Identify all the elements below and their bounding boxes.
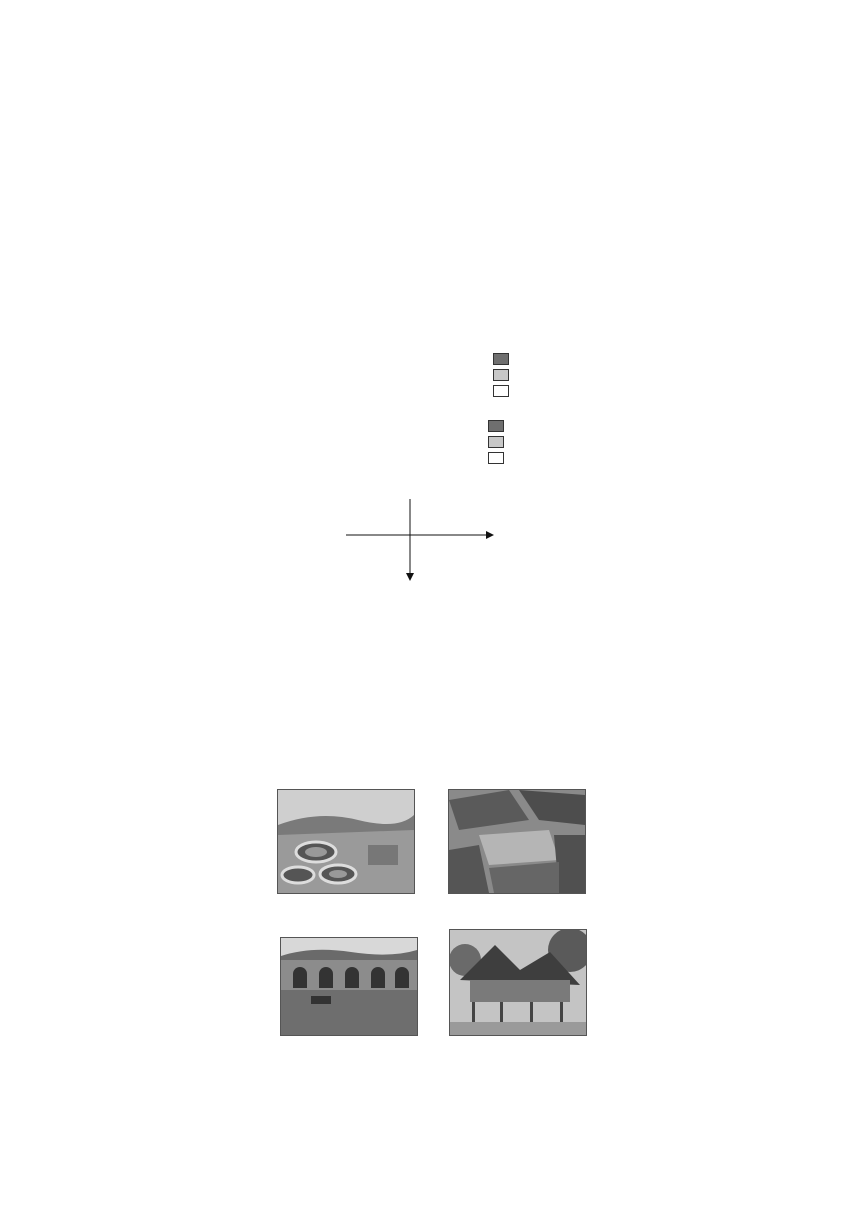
photo-yunnan-zhulou — [449, 929, 587, 1036]
photo-fujian-tulou — [277, 789, 415, 894]
legend-industrial — [493, 383, 514, 397]
tulou-illustration — [278, 790, 414, 893]
yaodong-illustration — [281, 938, 417, 1035]
legend-swatch-light — [488, 436, 504, 448]
legend-swatch-dark — [493, 353, 509, 365]
legend-swatch-light — [493, 369, 509, 381]
photo-beijing-siheyuan — [448, 789, 586, 894]
legend-commercial — [493, 351, 514, 365]
legend-secondary-road — [488, 434, 509, 448]
north-arrowhead — [486, 531, 494, 539]
legend-main-road — [488, 418, 509, 432]
siheyuan-illustration — [449, 790, 585, 893]
legend-swatch-white — [488, 452, 504, 464]
legend-swatch-white — [493, 385, 509, 397]
east-arrowhead — [406, 573, 414, 581]
zhulou-illustration — [450, 930, 586, 1035]
legend-residential — [493, 367, 514, 381]
legend-swatch-dark — [488, 420, 504, 432]
legend-branch-road — [488, 450, 509, 464]
photo-shaanxi-yaodong — [280, 937, 418, 1036]
